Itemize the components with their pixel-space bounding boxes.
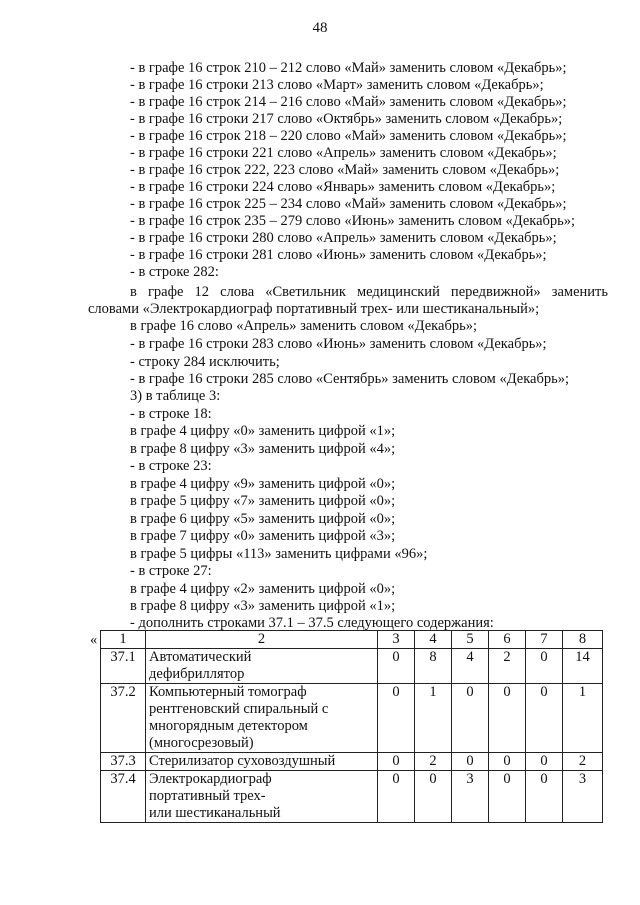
text-line: - в строке 18: (130, 406, 212, 422)
cell-value: 0 (452, 684, 489, 753)
text-line: - в графе 16 строк 225 – 234 слово «Май» заменить словом «Декабрь»; (130, 196, 567, 212)
cell-value: 0 (526, 771, 563, 823)
name-line: или шестиканальный (149, 805, 281, 821)
cell-value: 3 (452, 771, 489, 823)
text-line: - в графе 16 строки 283 слово «Июнь» заменить словом «Декабрь»; (130, 336, 547, 352)
row-name (146, 649, 378, 684)
name-line: Стерилизатор суховоздушный (149, 753, 336, 769)
row-name (146, 684, 378, 753)
cell-value: 0 (526, 649, 563, 684)
text-line: - в графе 16 строк 210 – 212 слово «Май» заменить словом «Декабрь»; (130, 60, 567, 76)
name-line: дефибриллятор (149, 666, 245, 682)
equipment-table (100, 630, 603, 823)
row-code: 37.2 (101, 684, 146, 753)
column-header: 7 (526, 631, 563, 649)
text-line: словами «Электрокардиограф портативный трех- или шестиканальный»; (88, 301, 540, 317)
column-header: 4 (415, 631, 452, 649)
text-line: - дополнить строками 37.1 – 37.5 следующего содержания: (130, 615, 494, 631)
cell-value: 0 (489, 684, 526, 753)
name-line: рентгеновский спиральный с (149, 701, 329, 717)
cell-value: 3 (563, 771, 603, 823)
cell-value: 2 (489, 649, 526, 684)
text-line: 3) в таблице 3: (130, 388, 221, 404)
text-line: в графе 8 цифру «3» заменить цифрой «4»; (130, 441, 396, 457)
text-line: в графе 7 цифру «0» заменить цифрой «3»; (130, 528, 396, 544)
column-header: 5 (452, 631, 489, 649)
table-header-row (101, 631, 603, 649)
text-line: - в графе 16 строки 224 слово «Январь» заменить словом «Декабрь»; (130, 179, 556, 195)
text-line: в графе 16 слово «Апрель» заменить словом «Декабрь»; (130, 318, 477, 334)
cell-value: 0 (378, 684, 415, 753)
cell-value: 0 (526, 753, 563, 771)
cell-value: 8 (415, 649, 452, 684)
cell-value: 1 (563, 684, 603, 753)
text-line: - в строке 23: (130, 458, 212, 474)
text-line: - в строке 27: (130, 563, 212, 579)
cell-value: 0 (526, 684, 563, 753)
row-code: 37.3 (101, 753, 146, 771)
text-line: в графе 6 цифру «5» заменить цифрой «0»; (130, 511, 396, 527)
cell-value: 4 (452, 649, 489, 684)
column-header: 1 (101, 631, 146, 649)
cell-value: 0 (415, 771, 452, 823)
column-header: 3 (378, 631, 415, 649)
name-line: Автоматический (149, 649, 252, 665)
cell-value: 2 (563, 753, 603, 771)
text-line: в графе 4 цифру «9» заменить цифрой «0»; (130, 476, 396, 492)
name-line: портативный трех- (149, 788, 266, 804)
text-line: в графе 5 цифру «7» заменить цифрой «0»; (130, 493, 396, 509)
table-row (101, 771, 603, 823)
table-row (101, 649, 603, 684)
text-line: - в графе 16 строки 280 слово «Апрель» заменить словом «Декабрь»; (130, 230, 557, 246)
text-line: в графе 4 цифру «2» заменить цифрой «0»; (130, 581, 396, 597)
text-line: - строку 284 исключить; (130, 354, 280, 370)
text-line: в графе 8 цифру «3» заменить цифрой «1»; (130, 598, 396, 614)
column-header: 2 (146, 631, 378, 649)
cell-value: 14 (563, 649, 603, 684)
cell-value: 0 (378, 753, 415, 771)
column-header: 8 (563, 631, 603, 649)
column-header: 6 (489, 631, 526, 649)
text-line: в графе 5 цифры «113» заменить цифрами «96»; (130, 546, 428, 562)
text-line: - в графе 16 строк 218 – 220 слово «Май» заменить словом «Декабрь»; (130, 128, 567, 144)
text-line: - в графе 16 строки 285 слово «Сентябрь» заменить словом «Декабрь»; (130, 371, 570, 387)
table-row (101, 684, 603, 753)
cell-value: 1 (415, 684, 452, 753)
text-line-justified: в графе 12 слова «Светильник медицинский передвижной» заменить (130, 284, 608, 300)
row-code: 37.4 (101, 771, 146, 823)
opening-quote: « (90, 632, 98, 648)
cell-value: 0 (378, 771, 415, 823)
text-line: - в графе 16 строки 221 слово «Апрель» заменить словом «Декабрь»; (130, 145, 557, 161)
text-line: - в графе 16 строки 217 слово «Октябрь» заменить словом «Декабрь»; (130, 111, 563, 127)
text-line: - в графе 16 строк 235 – 279 слово «Июнь» заменить словом «Декабрь»; (130, 213, 576, 229)
row-name (146, 771, 378, 823)
name-line: (многосрезовый) (149, 735, 254, 751)
row-code: 37.1 (101, 649, 146, 684)
text-line: - в строке 282: (130, 264, 219, 280)
table-row (101, 753, 603, 771)
text-line: в графе 4 цифру «0» заменить цифрой «1»; (130, 423, 396, 439)
page-number: 48 (312, 20, 328, 36)
row-name (146, 753, 378, 771)
cell-value: 0 (489, 753, 526, 771)
name-line: Электрокардиограф (149, 771, 272, 787)
cell-value: 0 (489, 771, 526, 823)
text-line: - в графе 16 строк 214 – 216 слово «Май» заменить словом «Декабрь»; (130, 94, 567, 110)
cell-value: 0 (378, 649, 415, 684)
cell-value: 2 (415, 753, 452, 771)
cell-value: 0 (452, 753, 489, 771)
text-line: - в графе 16 строки 281 слово «Июнь» заменить словом «Декабрь»; (130, 247, 547, 263)
name-line: Компьютерный томограф (149, 684, 307, 700)
text-line: - в графе 16 строки 213 слово «Март» заменить словом «Декабрь»; (130, 77, 544, 93)
name-line: многорядным детектором (149, 718, 308, 734)
text-line: - в графе 16 строк 222, 223 слово «Май» заменить словом «Декабрь»; (130, 162, 560, 178)
